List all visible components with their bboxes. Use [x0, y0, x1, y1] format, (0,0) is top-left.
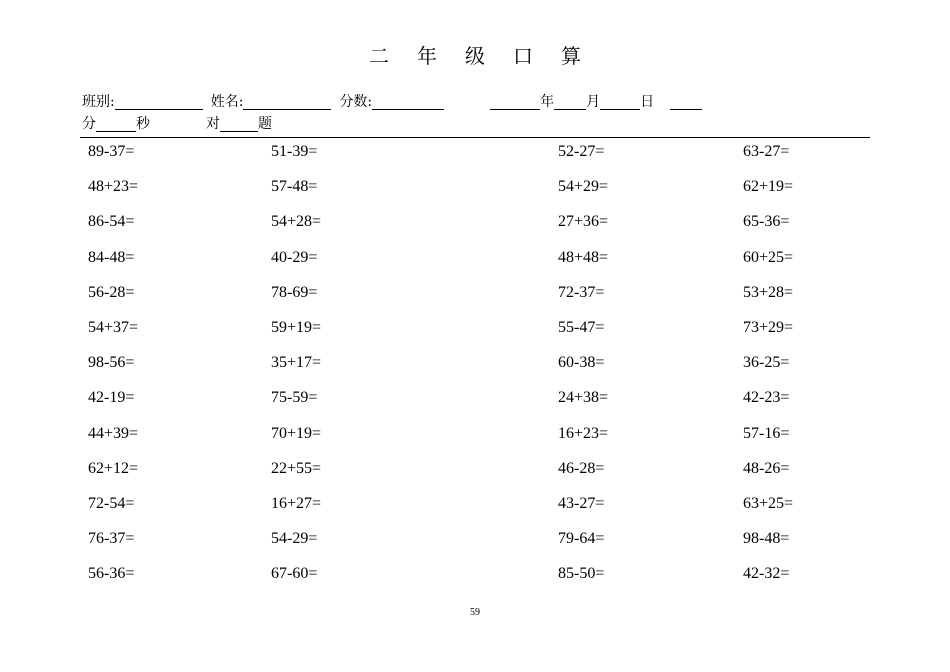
- math-problem: 16+27=: [271, 494, 322, 512]
- correct-blank[interactable]: [220, 117, 258, 132]
- math-problem: 85-50=: [558, 565, 605, 583]
- math-problem: 55-47=: [558, 318, 605, 336]
- title-char: 口: [513, 44, 533, 68]
- class-blank[interactable]: [115, 95, 203, 110]
- problem-grid: [0, 142, 950, 599]
- title-char: 级: [465, 44, 485, 68]
- math-problem: 65-36=: [743, 213, 790, 231]
- math-problem: 89-37=: [88, 143, 135, 160]
- question-label: 题: [258, 116, 272, 132]
- problem-row: [0, 248, 950, 283]
- math-problem: 57-48=: [271, 178, 318, 196]
- math-problem: 63+25=: [743, 494, 794, 512]
- math-problem: 67-60=: [271, 565, 318, 583]
- name-label: 姓名:: [210, 94, 244, 110]
- math-problem: 84-48=: [88, 248, 135, 266]
- minute-label: 分: [82, 116, 96, 132]
- page-number: 59: [470, 607, 480, 618]
- math-problem: 76-37=: [88, 530, 135, 548]
- header-divider: [80, 137, 870, 138]
- title-char: 年: [417, 44, 437, 68]
- math-problem: 72-54=: [88, 494, 135, 512]
- math-problem: 78-69=: [271, 283, 318, 301]
- math-problem: 75-59=: [271, 389, 318, 407]
- math-problem: 54+29=: [558, 178, 609, 196]
- problem-row: [0, 318, 950, 353]
- math-problem: 62+19=: [743, 178, 794, 196]
- info-line-1: [82, 94, 702, 110]
- math-problem: 54+28=: [271, 213, 322, 231]
- math-problem: 27+36=: [558, 213, 609, 231]
- day-blank[interactable]: [600, 95, 640, 110]
- problem-row: [0, 142, 950, 177]
- math-problem: 48+48=: [558, 248, 609, 266]
- math-problem: 42-32=: [743, 565, 790, 583]
- math-problem: 51-39=: [271, 143, 318, 160]
- math-problem: 56-28=: [88, 283, 135, 301]
- name-blank[interactable]: [243, 95, 331, 110]
- year-label: 年: [540, 94, 555, 110]
- problem-row: [0, 459, 950, 494]
- math-problem: 56-36=: [88, 565, 135, 583]
- second-label: 秒: [136, 116, 150, 132]
- math-problem: 86-54=: [88, 213, 135, 231]
- score-label: 分数:: [339, 94, 373, 110]
- correct-label: 对: [206, 116, 220, 132]
- info-line-2: [82, 116, 272, 132]
- month-blank[interactable]: [554, 95, 586, 110]
- math-problem: 22+55=: [271, 459, 322, 477]
- math-problem: 60+25=: [743, 248, 794, 266]
- math-problem: 54+37=: [88, 318, 139, 336]
- title-char: 二: [369, 44, 389, 68]
- month-label: 月: [586, 94, 601, 110]
- math-problem: 73+29=: [743, 318, 794, 336]
- math-problem: 54-29=: [271, 530, 318, 548]
- problem-row: [0, 564, 950, 599]
- problem-row: [0, 177, 950, 212]
- problem-row: [0, 529, 950, 564]
- math-problem: 57-16=: [743, 424, 790, 442]
- math-problem: 70+19=: [271, 424, 322, 442]
- problem-row: [0, 494, 950, 529]
- page-title: [0, 40, 950, 69]
- math-problem: 24+38=: [558, 389, 609, 407]
- math-problem: 16+23=: [558, 424, 609, 442]
- math-problem: 98-56=: [88, 354, 135, 372]
- minute-blank[interactable]: [96, 117, 136, 132]
- title-char: 算: [561, 44, 581, 68]
- math-problem: 79-64=: [558, 530, 605, 548]
- math-problem: 35+17=: [271, 354, 322, 372]
- math-problem: 53+28=: [743, 283, 794, 301]
- math-problem: 46-28=: [558, 459, 605, 477]
- day-label: 日: [640, 94, 655, 110]
- time-blank[interactable]: [670, 95, 702, 110]
- math-problem: 48+23=: [88, 178, 139, 196]
- math-problem: 52-27=: [558, 143, 605, 160]
- problem-row: [0, 283, 950, 318]
- problem-row: [0, 388, 950, 423]
- math-problem: 40-29=: [271, 248, 318, 266]
- math-problem: 62+12=: [88, 459, 139, 477]
- math-problem: 63-27=: [743, 143, 790, 160]
- math-problem: 48-26=: [743, 459, 790, 477]
- math-problem: 42-23=: [743, 389, 790, 407]
- math-problem: 44+39=: [88, 424, 139, 442]
- math-problem: 42-19=: [88, 389, 135, 407]
- score-blank[interactable]: [372, 95, 444, 110]
- problem-row: [0, 424, 950, 459]
- math-problem: 72-37=: [558, 283, 605, 301]
- math-problem: 59+19=: [271, 318, 322, 336]
- class-label: 班别:: [82, 94, 115, 110]
- math-problem: 60-38=: [558, 354, 605, 372]
- math-problem: 36-25=: [743, 354, 790, 372]
- math-problem: 43-27=: [558, 494, 605, 512]
- problem-row: [0, 353, 950, 388]
- problem-row: [0, 212, 950, 247]
- math-problem: 98-48=: [743, 530, 790, 548]
- year-blank[interactable]: [490, 95, 540, 110]
